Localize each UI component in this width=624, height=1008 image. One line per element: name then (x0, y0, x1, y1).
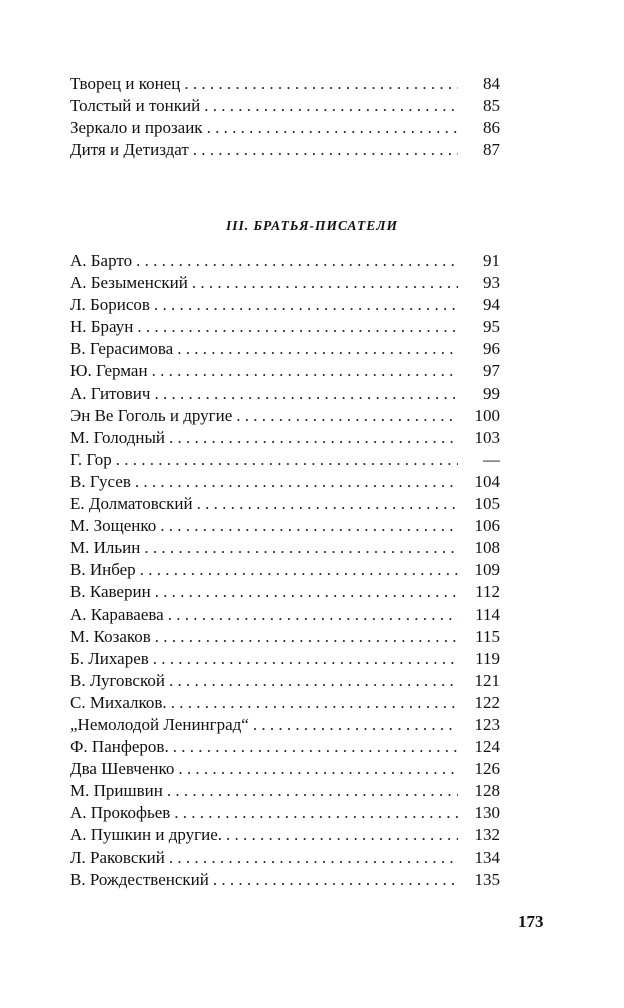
toc-entry-title: Е. Долматовский (70, 494, 193, 514)
toc-section-1 (70, 73, 500, 161)
toc-entry-title: М. Пришвин (70, 781, 163, 801)
toc-entry-title: В. Инбер (70, 560, 136, 580)
toc-entry-page: 86 (483, 118, 500, 138)
toc-entry (70, 626, 500, 648)
toc-entry-title: Ф. Панферов. (70, 737, 169, 757)
toc-entry (70, 714, 500, 736)
dot-leader (213, 869, 458, 891)
toc-entry-title: Ю. Герман (70, 361, 148, 381)
toc-entry-title: А. Пушкин и другие. (70, 825, 222, 845)
dot-leader (152, 360, 458, 382)
dot-leader (174, 802, 458, 824)
toc-entry-title: Н. Браун (70, 317, 134, 337)
toc-entry-page: 135 (474, 869, 500, 889)
toc-entry (70, 360, 500, 382)
toc-entry (70, 736, 500, 758)
toc-entry-page: 99 (483, 383, 500, 403)
dot-leader (167, 780, 458, 802)
dot-leader (154, 383, 458, 405)
dot-leader (169, 670, 458, 692)
dot-leader (253, 714, 458, 736)
toc-entry (70, 383, 500, 405)
toc-entry-page: 95 (483, 317, 500, 337)
dot-leader (173, 736, 458, 758)
toc-entry-page: 93 (483, 273, 500, 293)
dot-leader (169, 847, 458, 869)
dot-leader (169, 427, 458, 449)
toc-entry-page: 100 (474, 405, 500, 425)
toc-entry-page: 121 (474, 670, 500, 690)
toc-entry-page: 85 (483, 96, 500, 116)
dot-leader (197, 493, 458, 515)
toc-entry-title: С. Михалков. (70, 692, 167, 712)
dot-leader (178, 758, 458, 780)
toc-entry-title: В. Гусев (70, 471, 131, 491)
dot-leader (204, 95, 458, 117)
toc-entry-title: Л. Борисов (70, 295, 150, 315)
dot-leader (184, 73, 458, 95)
dot-leader (177, 338, 458, 360)
toc-entry (70, 294, 500, 316)
toc-entry (70, 648, 500, 670)
toc-entry (70, 670, 500, 692)
toc-entry (70, 272, 500, 294)
toc-entry (70, 471, 500, 493)
dot-leader (137, 316, 458, 338)
toc-entry-title: В. Луговской (70, 670, 165, 690)
toc-entry (70, 405, 500, 427)
toc-entry (70, 449, 500, 471)
toc-entry-page: 128 (474, 781, 500, 801)
toc-entry-title: Эн Ве Гоголь и другие (70, 405, 233, 425)
toc-entry-page: 124 (474, 737, 500, 757)
toc-entry-title: В. Каверин (70, 582, 151, 602)
toc-entry (70, 338, 500, 360)
toc-entry-page: 115 (475, 626, 500, 646)
toc-entry (70, 581, 500, 603)
toc-entry-page: 134 (474, 847, 500, 867)
toc-entry (70, 824, 500, 846)
section-heading: III. БРАТЬЯ-ПИСАТЕЛИ (225, 218, 399, 233)
toc-entry-title: Дитя и Детиздат (70, 140, 189, 160)
toc-entry (70, 427, 500, 449)
toc-entry (70, 95, 500, 117)
toc-entry (70, 493, 500, 515)
toc-entry-page: 103 (474, 427, 500, 447)
toc-entry-title: А. Прокофьев (70, 803, 171, 823)
toc-entry (70, 515, 500, 537)
dot-leader (171, 692, 458, 714)
toc-entry-page: 119 (475, 648, 500, 668)
toc-entry-page: 126 (474, 759, 500, 779)
toc-entry-page: 94 (483, 295, 500, 315)
toc-entry-page: 91 (483, 251, 500, 270)
toc-entry (70, 758, 500, 780)
toc-entry-title: Толстый и тонкий (70, 96, 201, 116)
toc-entry (70, 73, 500, 95)
toc-entry-page: 122 (474, 692, 500, 712)
toc-entry-title: М. Голодный (70, 427, 165, 447)
toc-entry-page: 97 (483, 361, 500, 381)
toc-entry-title: „Немолодой Ленинград“ (70, 714, 249, 734)
toc-entry (70, 869, 500, 891)
toc-section-2 (70, 250, 500, 891)
toc-entry-page: 105 (474, 494, 500, 514)
toc-entry (70, 692, 500, 714)
toc-entry-title: Б. Лихарев (70, 648, 149, 668)
toc-entry (70, 802, 500, 824)
dot-leader (207, 117, 458, 139)
toc-entry-page: 123 (474, 714, 500, 734)
toc-entry-page: 114 (475, 604, 500, 624)
dot-leader (135, 471, 458, 493)
toc-entry (70, 559, 500, 581)
dot-leader (136, 250, 458, 272)
dot-leader (144, 537, 458, 559)
toc-entry-page: 87 (483, 140, 500, 160)
toc-entry (70, 139, 500, 161)
toc-entry-title: Г. Гор (70, 449, 112, 469)
page-number: 173 (518, 912, 544, 931)
dot-leader (153, 648, 458, 670)
toc-entry-page: 84 (483, 74, 500, 93)
dot-leader (236, 405, 458, 427)
toc-entry-title: А. Гитович (70, 383, 151, 403)
toc-entry-page: 132 (474, 825, 500, 845)
dot-leader (168, 604, 458, 626)
dot-leader (160, 515, 458, 537)
toc-entry (70, 604, 500, 626)
toc-entry-title: Творец и конец (70, 74, 181, 93)
dot-leader (155, 626, 458, 648)
toc-entry-page: 112 (475, 582, 500, 602)
toc-entry-page: 104 (474, 471, 500, 491)
toc-entry-title: А. Барто (70, 251, 133, 270)
toc-entry-page: 96 (483, 339, 500, 359)
toc-entry-page: 130 (474, 803, 500, 823)
toc-entry-page: 109 (474, 560, 500, 580)
toc-entry-title: В. Рождественский (70, 869, 209, 889)
toc-entry-title: М. Зощенко (70, 516, 157, 536)
toc-entry (70, 316, 500, 338)
dot-leader (116, 449, 458, 471)
toc-entry-title: А. Безыменский (70, 273, 188, 293)
dot-leader (192, 272, 458, 294)
toc-entry-page: — (483, 449, 500, 469)
toc-entry (70, 847, 500, 869)
toc-entry (70, 250, 500, 272)
dot-leader (155, 581, 458, 603)
dot-leader (193, 139, 458, 161)
toc-entry (70, 537, 500, 559)
toc-entry-title: А. Караваева (70, 604, 164, 624)
toc-entry (70, 780, 500, 802)
toc-entry-page: 108 (474, 538, 500, 558)
toc-entry-title: М. Ильин (70, 538, 141, 558)
toc-entry-title: М. Козаков (70, 626, 151, 646)
toc-entry-title: Зеркало и прозаик (70, 118, 203, 138)
toc-entry-page: 106 (474, 516, 500, 536)
dot-leader (154, 294, 458, 316)
dot-leader (226, 824, 458, 846)
toc-entry-title: Два Шевченко (70, 759, 175, 779)
toc-entry (70, 117, 500, 139)
dot-leader (140, 559, 458, 581)
toc-entry-title: Л. Раковский (70, 847, 165, 867)
toc-entry-title: В. Герасимова (70, 339, 174, 359)
